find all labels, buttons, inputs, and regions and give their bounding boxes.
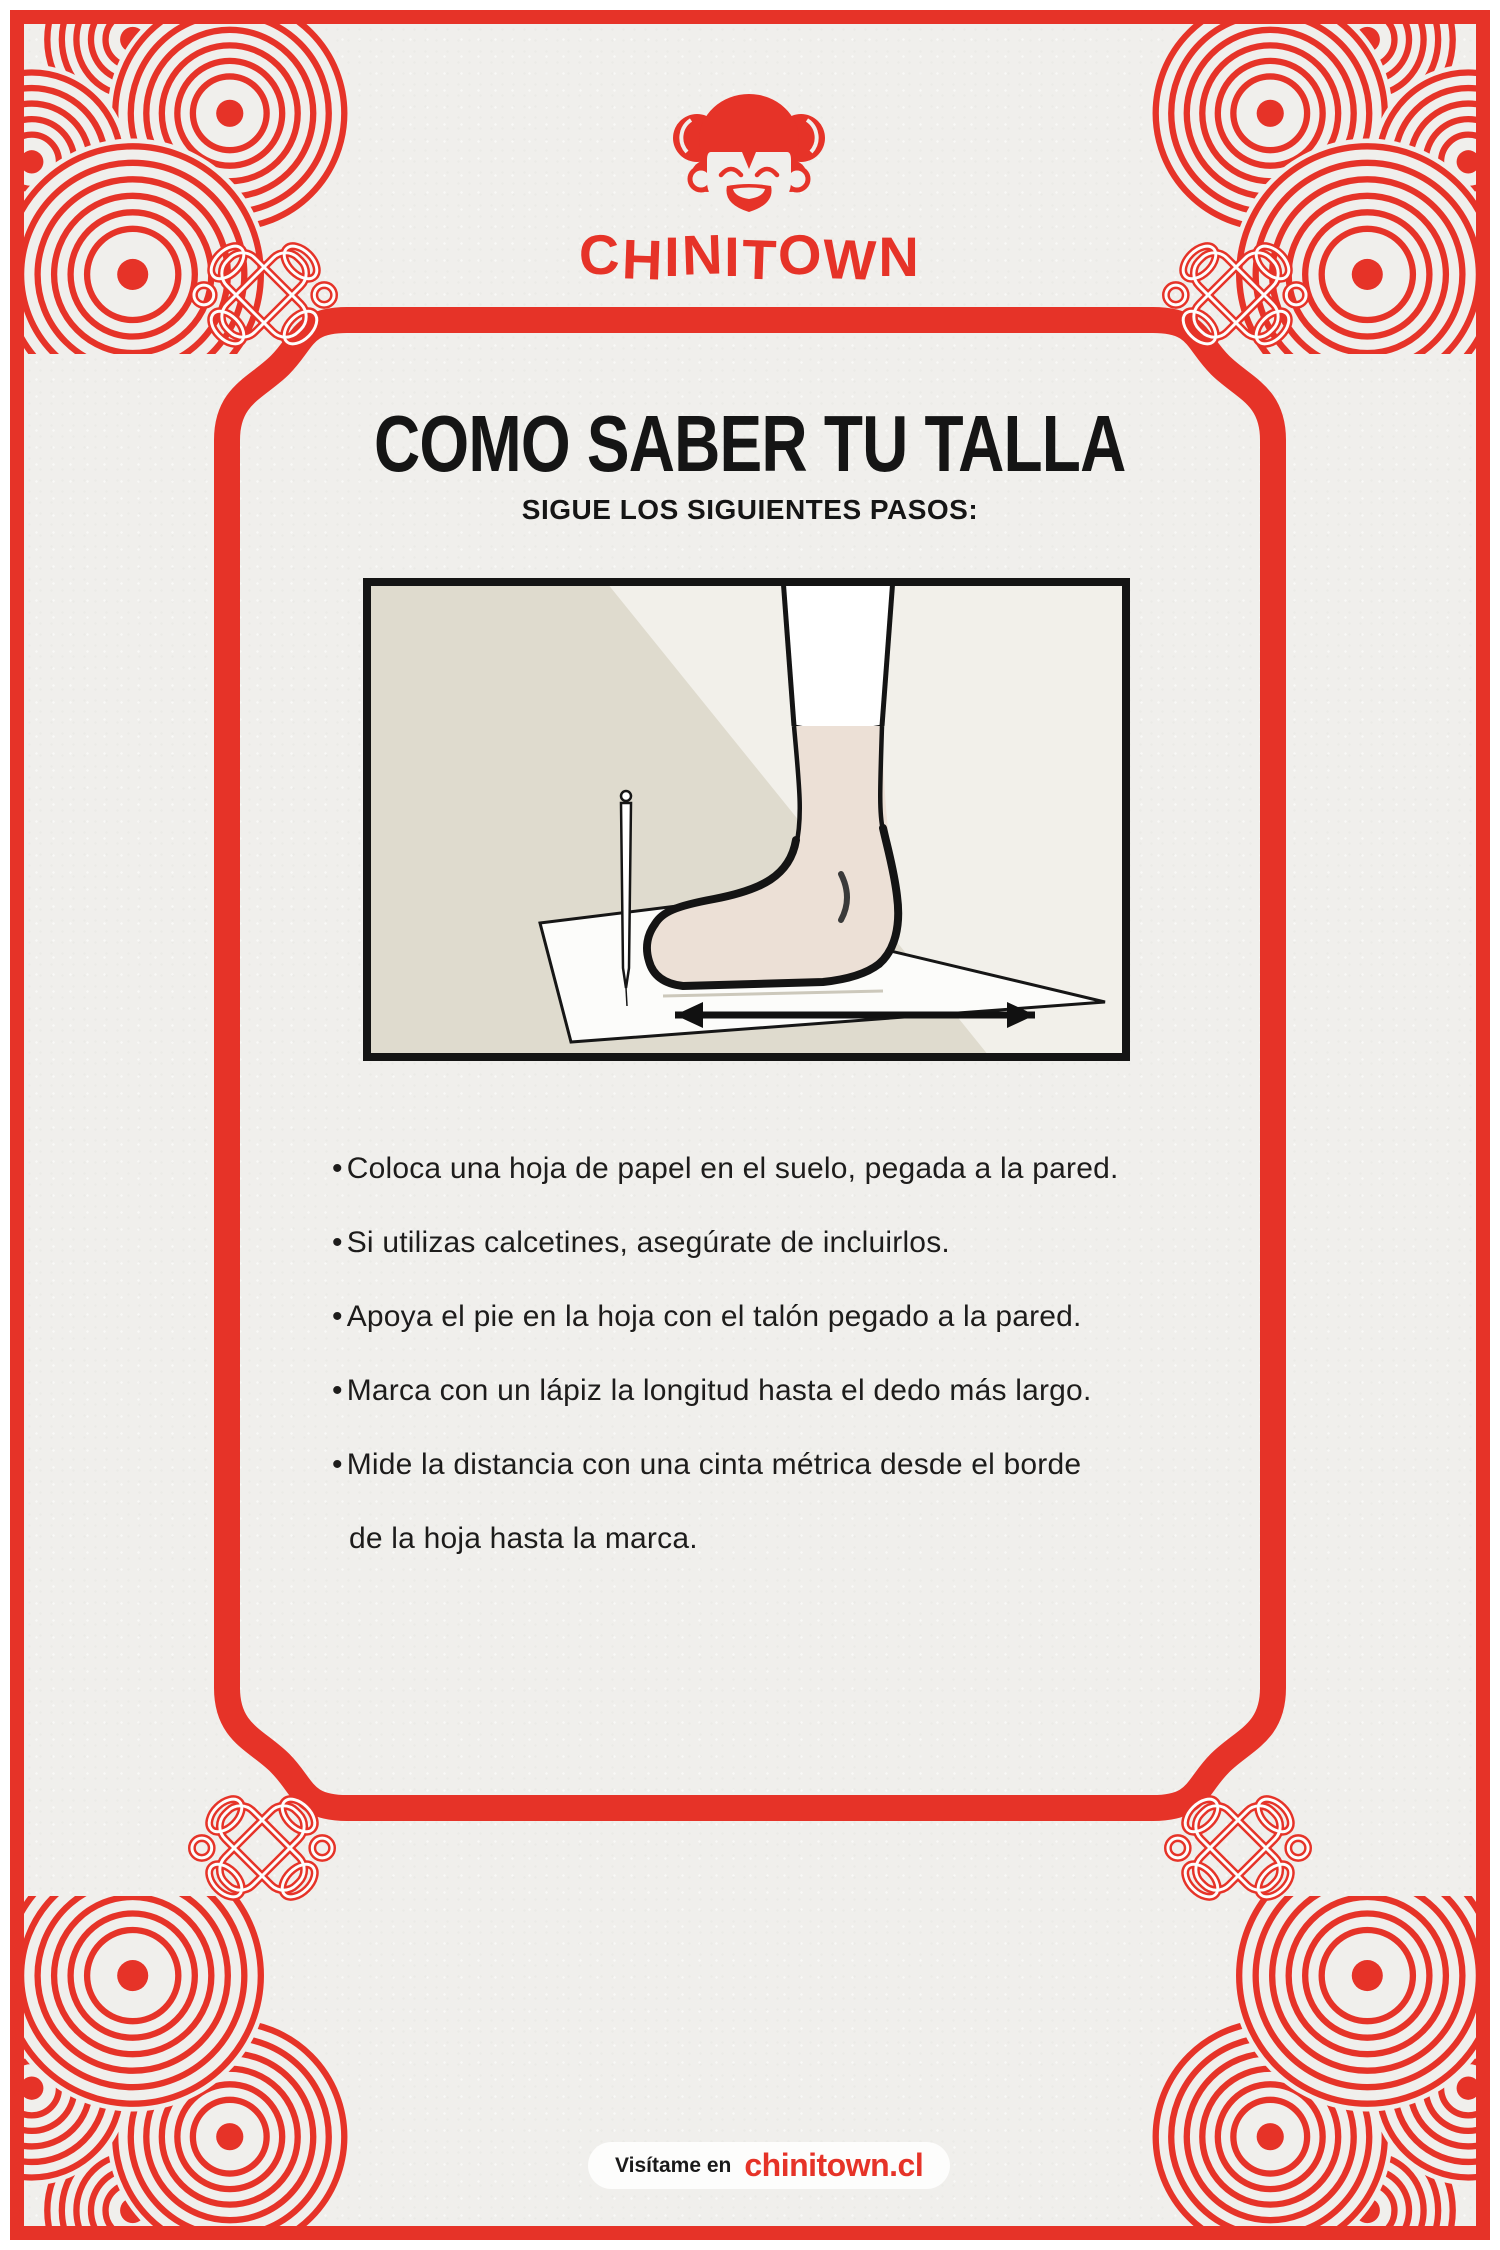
step-item: • Apoya el pie en la hoja con el talón pegado a la pared. xyxy=(332,1300,1212,1333)
step-item: • Marca con un lápiz la longitud hasta el dedo más largo. xyxy=(332,1374,1212,1407)
footer-site-url: chinitown.cl xyxy=(744,2147,924,2183)
step-item: • Si utilizas calcetines, asegúrate de incluirlos. xyxy=(332,1226,1212,1259)
pant-cuff xyxy=(783,578,893,726)
foot-measurement-illustration xyxy=(363,578,1130,1061)
step-item-continuation: de la hoja hasta la marca. xyxy=(349,1522,698,1555)
ankle-back-line xyxy=(880,726,883,830)
endless-knot-icon xyxy=(1162,236,1310,354)
step-item: • Mide la distancia con una cinta métrica desde el borde xyxy=(332,1448,1212,1481)
page-title xyxy=(0,399,1500,488)
endless-knot-icon xyxy=(190,236,338,354)
footer-prefix: Visítame en xyxy=(615,2153,732,2177)
girl-face-icon xyxy=(670,90,828,230)
page-title-text: COMO SABER TU TALLA xyxy=(374,399,1126,488)
endless-knot-icon xyxy=(1164,1789,1312,1907)
footer-pill xyxy=(588,2142,950,2189)
step-item: • Coloca una hoja de papel en el suelo, pegada a la pared. xyxy=(332,1152,1212,1185)
brand-logo-text: CHINITOWN xyxy=(578,222,921,292)
page-subtitle: SIGUE LOS SIGUIENTES PASOS: xyxy=(521,494,979,525)
instruction-steps xyxy=(332,1152,1212,1596)
endless-knot-icon xyxy=(188,1789,336,1907)
